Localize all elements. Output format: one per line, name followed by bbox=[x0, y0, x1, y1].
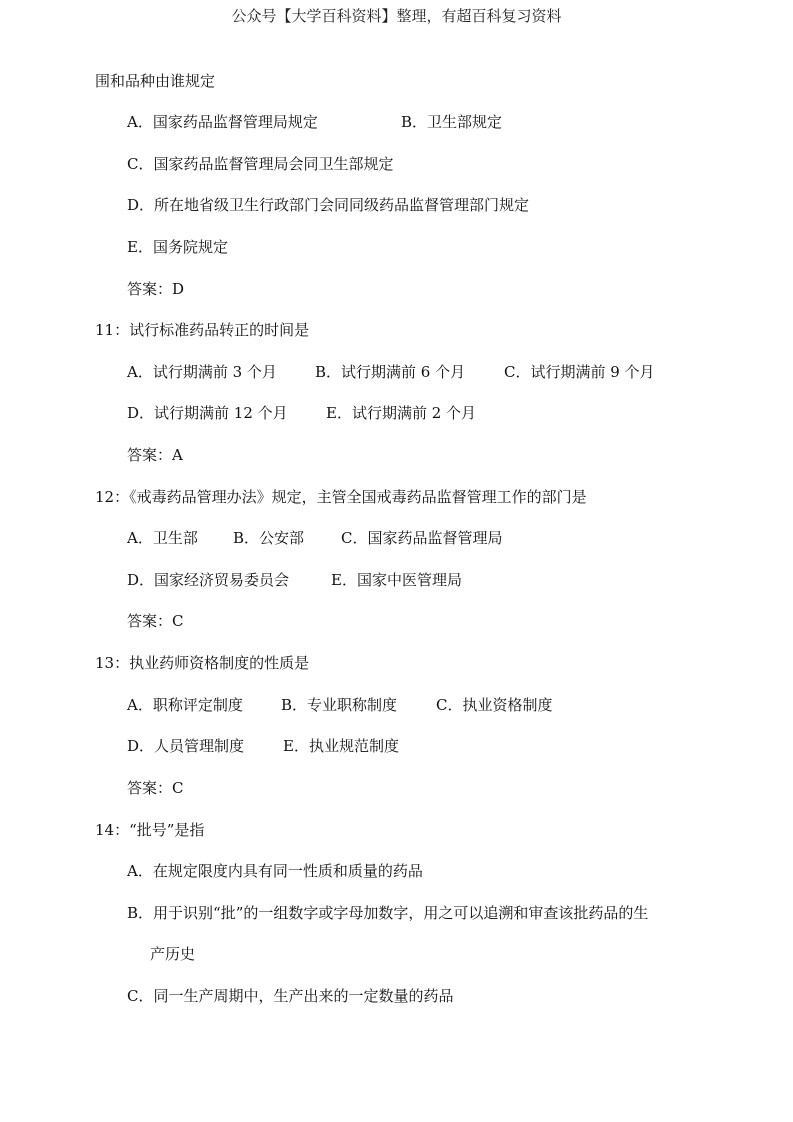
q10-answer: 答案：D bbox=[127, 280, 185, 298]
q10-option-c: C．国家药品监督管理局会同卫生部规定 bbox=[127, 155, 394, 173]
q12-option-d: D．国家经济贸易委员会 bbox=[127, 571, 290, 589]
q14-option-c: C．同一生产周期中，生产出来的一定数量的药品 bbox=[127, 987, 454, 1005]
question-13-options-abc bbox=[127, 695, 587, 715]
q11-answer: 答案：A bbox=[127, 446, 183, 464]
q14-option-b-continuation: 产历史 bbox=[150, 945, 196, 963]
q12-option-c: C．国家药品监督管理局 bbox=[341, 529, 503, 547]
q12-option-a: A．卫生部 bbox=[127, 529, 198, 547]
page-header: 公众号【大学百科资料】整理，有超百科复习资料 bbox=[231, 7, 562, 25]
question-11-options-de bbox=[127, 403, 507, 423]
q10-option-e: E．国务院规定 bbox=[127, 238, 228, 256]
question-10-options-ab bbox=[127, 112, 547, 132]
question-12-stem: 12：《戒毒药品管理办法》规定，主管全国戒毒药品监督管理工作的部门是 bbox=[95, 488, 587, 506]
q14-option-b: B．用于识别“批”的一组数字或字母加数字，用之可以追溯和审查该批药品的生 bbox=[127, 904, 649, 922]
q11-option-c: C．试行期满前 9 个月 bbox=[504, 363, 655, 381]
q10-option-a: A．国家药品监督管理局规定 bbox=[127, 113, 318, 131]
question-14-stem: 14：“批号”是指 bbox=[95, 821, 205, 839]
q13-option-b: B．专业职称制度 bbox=[281, 696, 398, 714]
q10-option-b: B．卫生部规定 bbox=[401, 113, 503, 131]
question-13-options-de bbox=[127, 736, 427, 756]
q12-option-b: B．公安部 bbox=[233, 529, 305, 547]
q13-answer: 答案：C bbox=[127, 779, 184, 797]
question-11-options-abc bbox=[127, 362, 687, 382]
q10-option-d: D．所在地省级卫生行政部门会同同级药品监督管理部门规定 bbox=[127, 196, 530, 214]
q11-option-d: D．试行期满前 12 个月 bbox=[127, 404, 288, 422]
question-13-stem: 13：执业药师资格制度的性质是 bbox=[95, 654, 310, 672]
q13-option-e: E．执业规范制度 bbox=[283, 737, 399, 755]
q12-answer: 答案：C bbox=[127, 612, 184, 630]
q11-option-b: B．试行期满前 6 个月 bbox=[315, 363, 466, 381]
q13-option-d: D．人员管理制度 bbox=[127, 737, 245, 755]
q12-option-e: E．国家中医管理局 bbox=[331, 571, 462, 589]
q11-option-a: A．试行期满前 3 个月 bbox=[127, 363, 277, 381]
question-12-options-abc bbox=[127, 528, 547, 548]
q13-option-a: A．职称评定制度 bbox=[127, 696, 243, 714]
q14-option-a: A．在规定限度内具有同一性质和质量的药品 bbox=[127, 862, 423, 880]
q13-option-c: C．执业资格制度 bbox=[436, 696, 553, 714]
question-11-stem: 11：试行标准药品转正的时间是 bbox=[95, 321, 310, 339]
q11-option-e: E．试行期满前 2 个月 bbox=[326, 404, 477, 422]
question-10-stem-tail: 围和品种由谁规定 bbox=[95, 72, 216, 90]
question-12-options-de bbox=[127, 570, 507, 590]
